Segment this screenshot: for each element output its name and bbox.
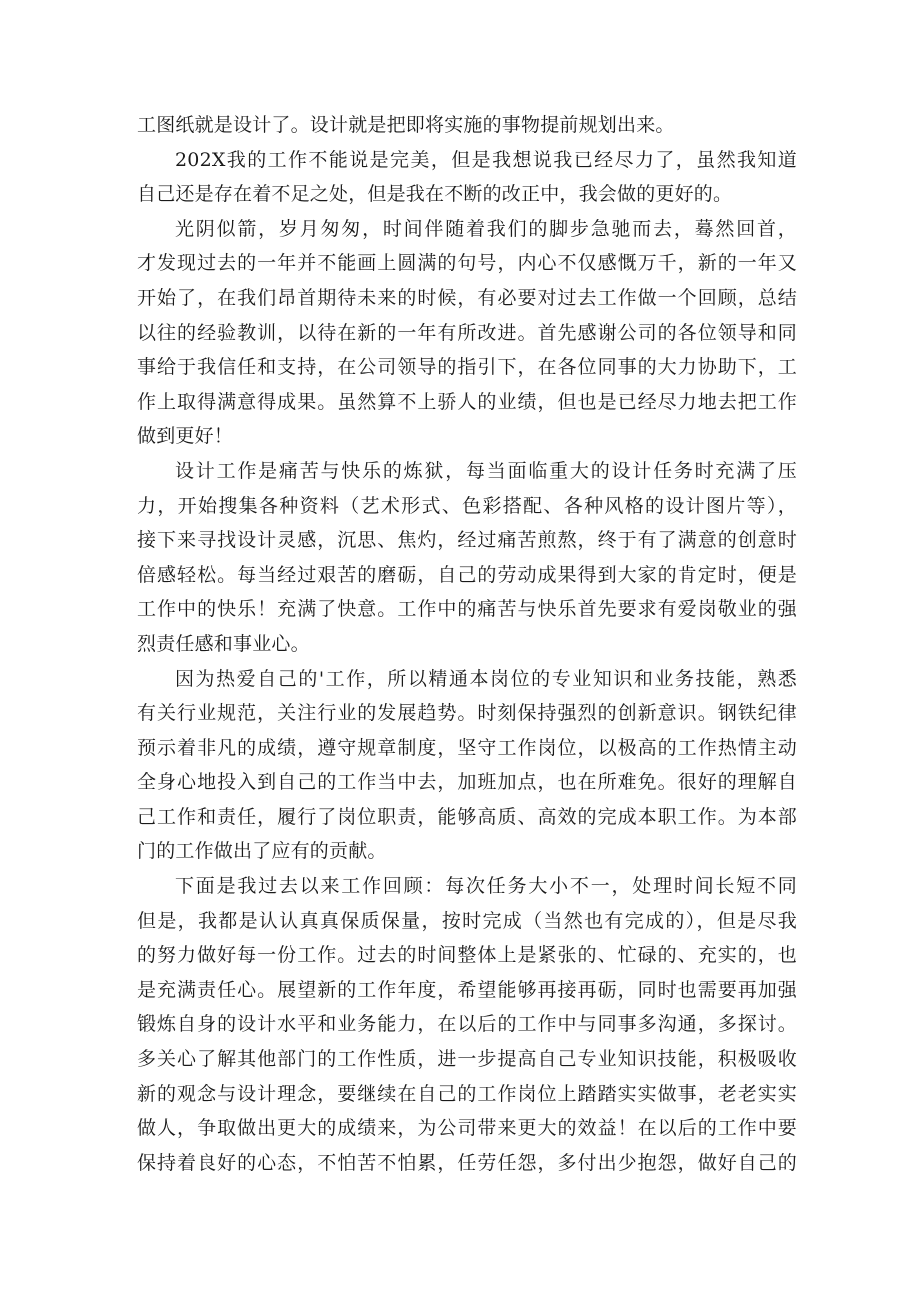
text-line: 工图纸就是设计了。设计就是把即将实施的事物提前规划出来。 (137, 114, 675, 136)
paragraph-first-line: 设计工作是痛苦与快乐的炼狱，每当面临重大的设计任务时充满了压 (175, 459, 797, 482)
text-line: 预示着非凡的成绩，遵守规章制度，坚守工作岗位，以极高的工作热情主动 (137, 736, 797, 759)
text-line: 全身心地投入到自己的工作当中去，加班加点，也在所难免。很好的理解自 (137, 771, 797, 794)
text-line: 自己还是存在着不足之处，但是我在不断的改正中，我会做的更好的。 (137, 183, 733, 206)
text-line: 做到更好！ (137, 425, 234, 448)
text-line: 工作中的快乐！充满了快意。工作中的痛苦与快乐首先要求有爱岗敬业的强 (137, 598, 797, 621)
paragraph-first-line: 202X我的工作不能说是完美，但是我想说我已经尽力了，虽然我知道 (175, 148, 797, 171)
text-line: 做人，争取做出更大的成绩来，为公司带来更大的效益！在以后的工作中要 (137, 1117, 797, 1140)
text-line: 事给于我信任和支持，在公司领导的指引下，在各位同事的大力协助下，工 (137, 356, 797, 379)
text-line: 有关行业规范，关注行业的发展趋势。时刻保持强烈的创新意识。钢铁纪律 (137, 702, 797, 725)
text-line: 但是，我都是认认真真保质保量，按时完成（当然也有完成的），但是尽我 (137, 909, 797, 932)
text-line: 倍感轻松。每当经过艰苦的磨砺，自己的劳动成果得到大家的肯定时，便是 (137, 563, 797, 586)
text-line: 接下来寻找设计灵感，沉思、焦灼，经过痛苦煎熬，终于有了满意的创意时 (137, 529, 797, 552)
text-line: 开始了，在我们昂首期待未来的时候，有必要对过去工作做一个回顾，总结 (137, 286, 797, 309)
text-line: 保持着良好的心态，不怕苦不怕累，任劳任怨，多付出少抱怨，做好自己的 (137, 1151, 797, 1174)
text-line: 新的观念与设计理念，要继续在自己的工作岗位上踏踏实实做事，老老实实 (137, 1082, 797, 1105)
document-body (137, 108, 797, 1180)
paragraph-first-line: 因为热爱自己的'工作，所以精通本岗位的专业知识和业务技能，熟悉 (175, 667, 797, 690)
paragraph-first-line: 下面是我过去以来工作回顾：每次任务大小不一，处理时间长短不同 (175, 875, 797, 898)
paragraph-first-line: 光阴似箭，岁月匆匆，时间伴随着我们的脚步急驰而去，蓦然回首， (175, 217, 797, 240)
text-line: 门的工作做出了应有的贡献。 (137, 840, 387, 863)
text-line: 多关心了解其他部门的工作性质，进一步提高自己专业知识技能，积极吸收 (137, 1048, 797, 1071)
text-line: 烈责任感和事业心。 (137, 632, 310, 655)
text-line: 己工作和责任，履行了岗位职责，能够高质、高效的完成本职工作。为本部 (137, 805, 797, 828)
text-line: 锻炼自身的设计水平和业务能力，在以后的工作中与同事多沟通，多探讨。 (137, 1013, 797, 1036)
text-line: 力，开始搜集各种资料（艺术形式、色彩搭配、各种风格的设计图片等）， (137, 494, 797, 517)
text-line: 才发现过去的一年并不能画上圆满的句号，内心不仅感慨万千，新的一年又 (137, 252, 797, 275)
text-line: 以往的经验教训，以待在新的一年有所改进。首先感谢公司的各位领导和同 (137, 321, 797, 344)
text-line: 是充满责任心。展望新的工作年度，希望能够再接再砺，同时也需要再加强 (137, 978, 797, 1001)
text-line: 作上取得满意得成果。虽然算不上骄人的业绩，但也是已经尽力地去把工作 (137, 390, 797, 413)
text-line: 的努力做好每一份工作。过去的时间整体上是紧张的、忙碌的、充实的，也 (137, 944, 797, 967)
